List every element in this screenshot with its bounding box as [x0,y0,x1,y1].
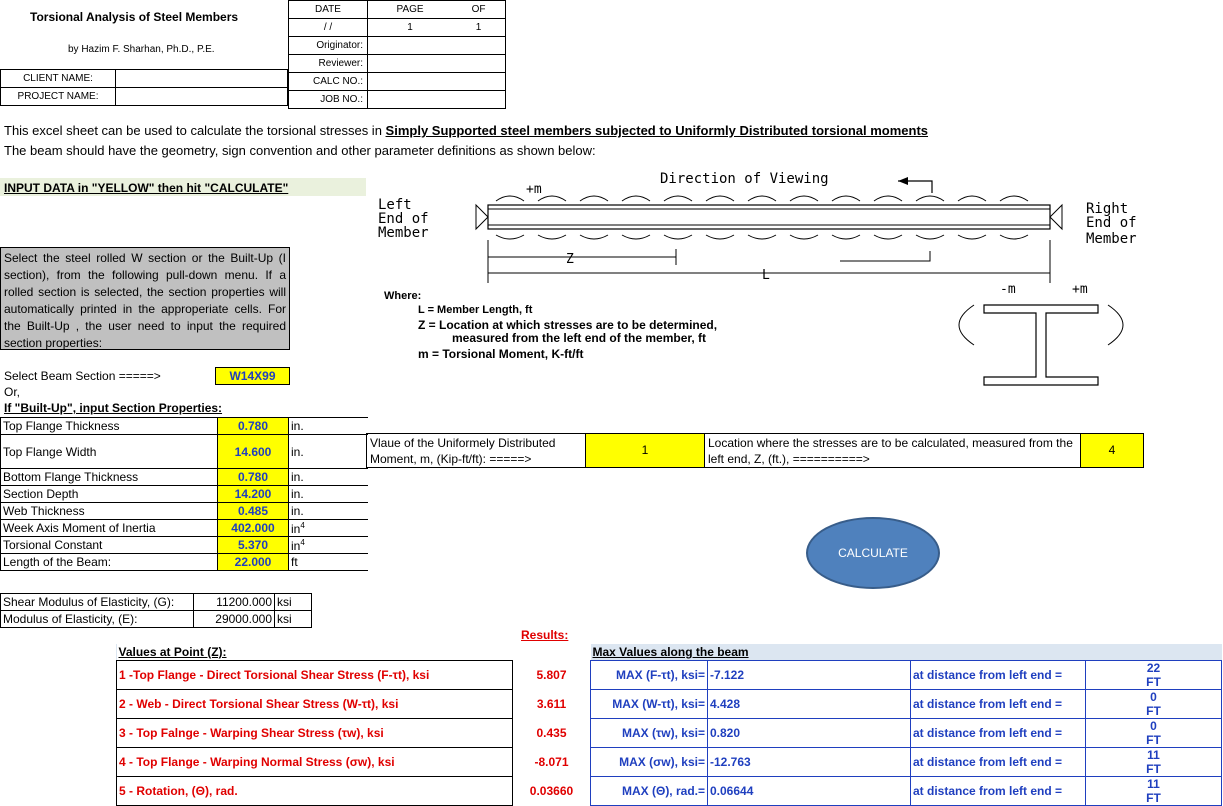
date-value[interactable]: / / [289,19,368,37]
modulus-row [1,611,312,628]
plus-m-label-2: +m [1072,282,1088,297]
property-value[interactable]: 402.000 [218,520,289,537]
of-value[interactable]: 1 [452,19,505,37]
beam-select-label: Select Beam Section =====> [4,369,161,383]
sheet-title: Torsional Analysis of Steel Members [30,10,239,24]
beam-section-select[interactable]: W14X99 [215,367,290,385]
moduli-table [0,593,312,628]
property-unit: in. [289,486,369,503]
torque-arrow-left [959,305,974,345]
client-label: CLIENT NAME: [1,70,116,88]
header-grid [288,0,506,109]
max-value: 0.06644 [708,777,911,806]
distance-unit: FT [1146,675,1161,689]
modulus-value[interactable]: 29000.000 [194,611,275,628]
result-label: 1 -Top Flange - Direct Torsional Shear Stress (F-τt), ksi [117,661,513,690]
distance-value [1086,777,1222,806]
property-unit: in. [289,469,369,486]
left-end-line-2: End of [378,211,429,227]
modulus-unit: ksi [275,611,312,628]
client-project-grid [0,69,288,106]
property-label: Top Flange Thickness [1,418,218,435]
result-value: 0.03660 [513,777,591,806]
distance-number: 0 [1150,719,1157,733]
max-label: MAX (Θ), rad.= [591,777,708,806]
values-title: Values at Point (Z): [117,644,513,661]
property-row [1,435,369,469]
reviewer-label: Reviewer: [289,55,368,73]
result-value: 0.435 [513,719,591,748]
client-field[interactable] [116,70,288,88]
location-label: Location where the stresses are to be calculated, measured from the left end, Z, (ft.), ==========> [704,433,1081,468]
property-label: Section Depth [1,486,218,503]
result-row [117,748,1222,777]
intro-emphasis: Simply Supported steel members subjected to Uniformly Distributed torsional moments [385,123,929,138]
right-end-line-1: Right [1086,201,1129,217]
distance-number: 11 [1147,777,1160,791]
i-section-shape [984,305,1098,385]
reviewer-field[interactable] [368,55,506,73]
plus-m-label: +m [526,182,542,197]
intro-line-1 [4,123,928,138]
modulus-unit: ksi [275,594,312,611]
moment-label: Vlaue of the Uniformely Distributed Moment, m, (Kip-ft/ft): =====> [366,433,586,468]
property-unit: in. [289,435,369,469]
distance-label: at distance from left end = [911,661,1086,690]
torque-arcs-top [496,196,1028,201]
max-label: MAX (σw), ksi= [591,748,708,777]
minus-m-label: -m [1000,282,1016,297]
property-row [1,554,369,571]
max-label: MAX (W-τt), ksi= [591,690,708,719]
moment-input[interactable]: 1 [585,433,705,468]
modulus-value[interactable]: 11200.000 [194,594,275,611]
builtup-label: If "Built-Up", input Section Properties: [4,401,223,415]
page-value[interactable]: 1 [368,19,453,37]
originator-label: Originator: [289,37,368,55]
property-unit: ft [289,554,369,571]
result-value: 5.807 [513,661,591,690]
modulus-row [1,594,312,611]
property-value[interactable]: 22.000 [218,554,289,571]
result-label: 3 - Top Falnge - Warping Shear Stress (τw), ksi [117,719,513,748]
distance-label: at distance from left end = [911,719,1086,748]
property-label: Length of the Beam: [1,554,218,571]
modulus-label: Shear Modulus of Elasticity, (G): [1,594,194,611]
left-end-label [378,197,437,241]
blank-cell [513,644,591,661]
distance-label: at distance from left end = [911,777,1086,806]
max-label: MAX (τw), ksi= [591,719,708,748]
property-row [1,469,369,486]
results-title: Results: [521,628,569,642]
intro-text: This excel sheet can be used to calculate the torsional stresses in [4,123,386,138]
property-value[interactable]: 0.780 [218,469,289,486]
distance-value [1086,748,1222,777]
result-label: 5 - Rotation, (Θ), rad. [117,777,513,806]
property-row [1,537,369,554]
author-line: by Hazim F. Sharhan, Ph.D., P.E. [68,44,215,55]
property-value[interactable]: 5.370 [218,537,289,554]
left-support [476,205,488,229]
date-label: DATE [289,1,368,19]
left-end-line-1: Left [378,197,412,213]
project-field[interactable] [116,88,288,106]
input-title: INPUT DATA in "YELLOW" then hit "CALCULATE" [0,178,366,196]
section-properties-table [0,417,368,571]
property-value[interactable]: 0.485 [218,503,289,520]
property-value[interactable]: 14.600 [218,435,289,469]
beam-diagram [370,165,1170,400]
property-unit: in [291,521,301,536]
max-value: 4.428 [708,690,911,719]
property-label: Week Axis Moment of Inertia [1,520,218,537]
torque-arrow-right [1108,305,1123,345]
calc-no-field[interactable] [368,73,506,91]
intro-line-2: The beam should have the geometry, sign convention and other parameter definitions as shown below: [4,143,596,158]
max-label: MAX (F-τt), ksi= [591,661,708,690]
property-label: Top Flange Width [1,435,218,469]
property-value[interactable]: 0.780 [218,418,289,435]
l-dimension-bracket [840,251,930,261]
definition-z-1: Z = Location at which stresses are to be determined, [418,318,718,332]
job-no-label: JOB NO.: [289,91,368,109]
definition-m: m = Torsional Moment, K-ft/ft [418,347,584,361]
calculate-button[interactable]: CALCULATE [806,517,940,589]
result-row [117,661,1222,690]
where-label: Where: [384,290,422,302]
originator-field[interactable] [368,37,506,55]
calc-no-label: CALC NO.: [289,73,368,91]
l-label: L [762,268,770,283]
or-label: Or, [4,385,21,399]
property-unit: in. [289,418,369,435]
modulus-label: Modulus of Elasticity, (E): [1,611,194,628]
right-end-line-2: End of [1086,215,1137,231]
result-label: 4 - Top Flange - Warping Normal Stress (σw), ksi [117,748,513,777]
distance-unit: FT [1146,791,1161,805]
result-row [117,777,1222,806]
distance-unit: FT [1146,704,1161,718]
property-label: Bottom Flange Thickness [1,469,218,486]
distance-unit: FT [1146,733,1161,747]
max-title: Max Values along the beam [592,645,749,659]
property-unit-exponent: 4 [300,520,305,530]
distance-unit: FT [1146,762,1161,776]
job-no-field[interactable] [368,91,506,109]
result-row [117,690,1222,719]
result-value: 3.611 [513,690,591,719]
left-end-line-3: Member [378,225,429,241]
property-row [1,486,369,503]
property-value[interactable]: 14.200 [218,486,289,503]
definition-l: L = Member Length, ft [418,304,533,316]
property-label: Web Thickness [1,503,218,520]
property-unit: in [291,538,301,553]
location-input[interactable]: 4 [1080,433,1144,468]
max-value: -12.763 [708,748,911,777]
torque-arcs-bottom [496,235,1028,239]
page-label: PAGE [368,1,453,19]
property-label: Torsional Constant [1,537,218,554]
selection-note: Select the steel rolled W section or the Built-Up (I section), from the following pull-down menu. If a rolled section is selected, the section properties will automatically printed in the approperiate cells. For the Built-Up , the user need to input the required section properties: [0,247,290,350]
distance-number: 0 [1150,690,1157,704]
direction-of-viewing-label: Direction of Viewing [660,171,829,187]
definition-z-2: measured from the left end of the member, ft [452,331,707,345]
right-end-label [1086,201,1145,247]
distance-label: at distance from left end = [911,748,1086,777]
results-table [116,644,1222,806]
property-row [1,520,369,537]
property-unit-exponent: 4 [300,537,305,547]
right-support [1050,205,1062,229]
distance-number: 22 [1146,661,1161,675]
property-unit-cell [289,537,369,554]
result-value: -8.071 [513,748,591,777]
distance-number: 11 [1147,748,1160,762]
max-value: 0.820 [708,719,911,748]
result-row [117,719,1222,748]
property-unit-cell [289,520,369,537]
property-row [1,418,369,435]
right-end-line-3: Member [1086,231,1137,247]
max-value: -7.122 [708,661,911,690]
of-label: OF [452,1,505,19]
distance-value [1086,661,1222,690]
result-label: 2 - Web - Direct Torsional Shear Stress (W-τt), ksi [117,690,513,719]
distance-value [1086,719,1222,748]
distance-value [1086,690,1222,719]
z-label: Z [566,252,574,267]
property-unit: in. [289,503,369,520]
project-label: PROJECT NAME: [1,88,116,106]
direction-arrow-head [898,177,908,185]
distance-label: at distance from left end = [911,690,1086,719]
property-row [1,503,369,520]
